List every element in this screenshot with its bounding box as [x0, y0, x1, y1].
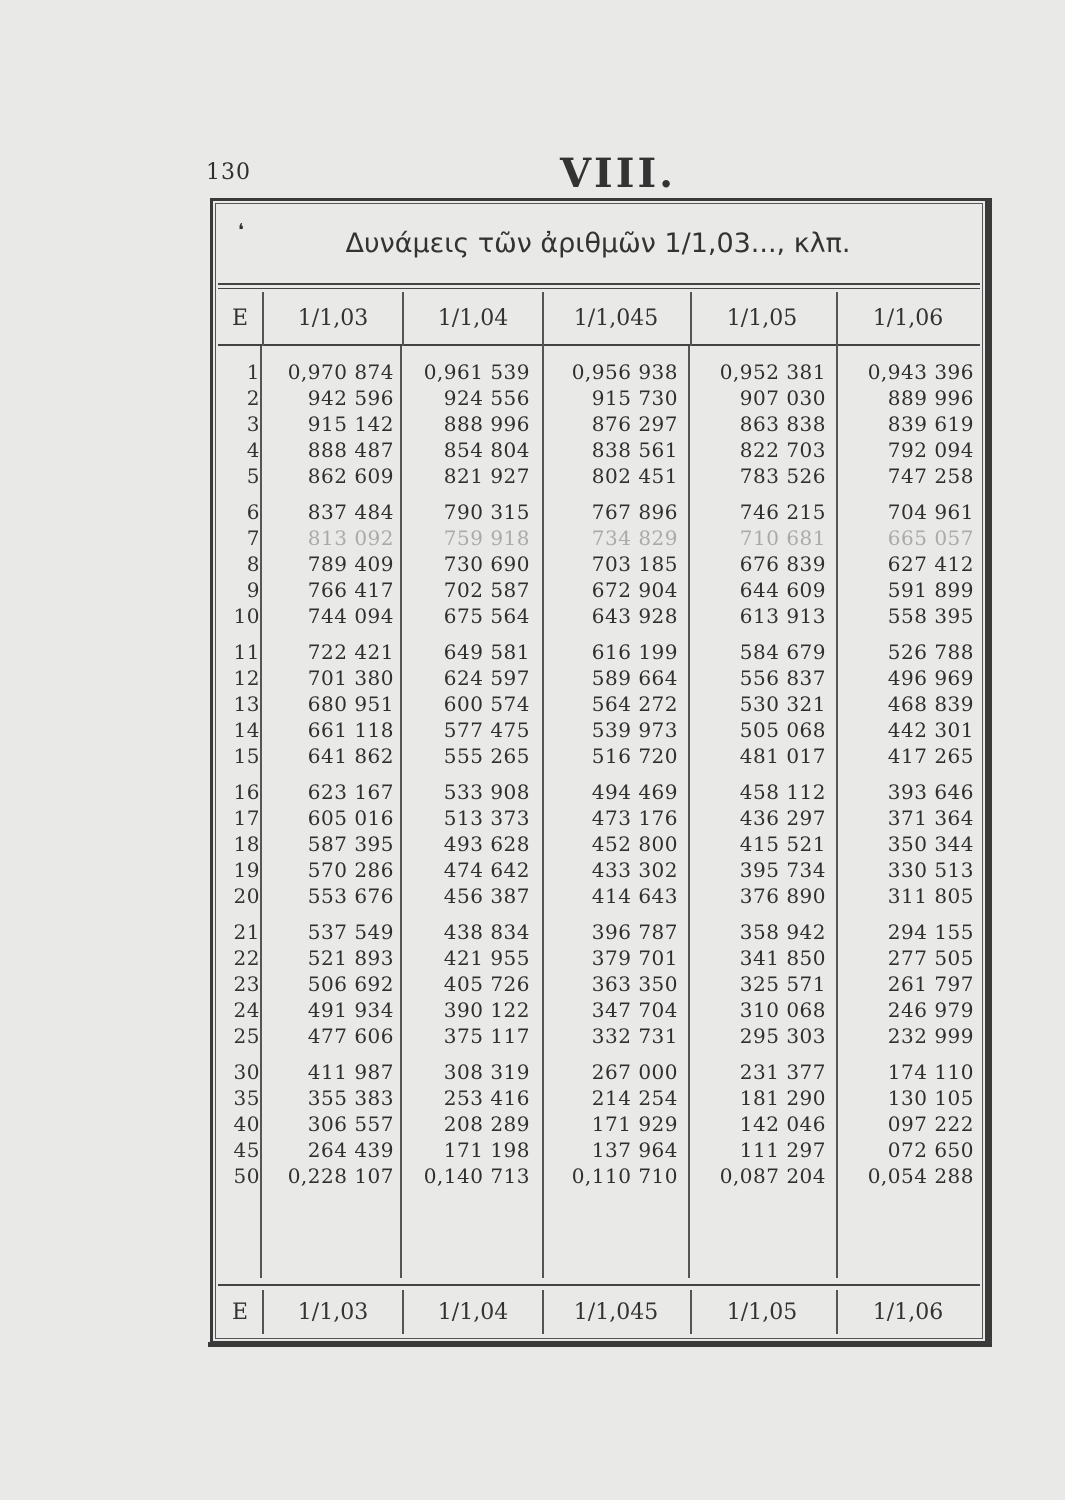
table-cell: 553 676: [307, 884, 394, 908]
row-exponent: 20: [233, 884, 260, 908]
table-cell: 277 505: [887, 946, 974, 970]
table-cell: 137 964: [591, 1138, 678, 1162]
table-cell: 332 731: [591, 1024, 678, 1048]
row-exponent: 11: [233, 640, 260, 664]
row-exponent: 4: [246, 438, 260, 462]
row-exponent: 35: [233, 1086, 260, 1110]
table-cell: 876 297: [591, 412, 678, 436]
title-rule: [218, 283, 980, 285]
table-cell: 600 574: [443, 692, 530, 716]
table-cell: 641 862: [307, 744, 394, 768]
table-cell: 564 272: [591, 692, 678, 716]
table-cell: 722 421: [307, 640, 394, 664]
table-cell: 675 564: [443, 604, 530, 628]
table-cell: 649 581: [443, 640, 530, 664]
table-cell: 395 734: [739, 858, 826, 882]
title-box: [218, 206, 978, 278]
table-cell: 363 350: [591, 972, 678, 996]
table-cell: 521 893: [307, 946, 394, 970]
table-cell: 0,943 396: [867, 360, 974, 384]
row-exponent: 19: [233, 858, 260, 882]
table-cell: 643 928: [591, 604, 678, 628]
footer-divider-1: [262, 1290, 264, 1334]
table-cell: 171 929: [591, 1112, 678, 1136]
table-row: [218, 500, 980, 526]
table-cell: 375 117: [443, 1024, 530, 1048]
table-cell: 530 321: [739, 692, 826, 716]
table-cell: 759 918: [443, 526, 530, 550]
row-exponent: 5: [246, 464, 260, 488]
row-exponent: 2: [246, 386, 260, 410]
row-exponent: 6: [246, 500, 260, 524]
table-cell: 442 301: [887, 718, 974, 742]
table-row: [218, 1138, 980, 1164]
footer-col-2: 1/1,04: [437, 1300, 509, 1325]
table-cell: 350 344: [887, 832, 974, 856]
table-header: [218, 296, 980, 342]
table-cell: 0,952 381: [719, 360, 826, 384]
table-row: [218, 946, 980, 972]
table-cell: 506 692: [307, 972, 394, 996]
table-cell: 414 643: [591, 884, 678, 908]
row-exponent: 25: [233, 1024, 260, 1048]
table-row: [218, 692, 980, 718]
table-cell: 264 439: [307, 1138, 394, 1162]
row-exponent: 9: [246, 578, 260, 602]
row-exponent: 21: [233, 920, 260, 944]
table-cell: 452 800: [591, 832, 678, 856]
table-row: [218, 666, 980, 692]
table-cell: 231 377: [739, 1060, 826, 1084]
table-row: [218, 1024, 980, 1050]
table-cell: 665 057: [887, 526, 974, 550]
table-cell: 493 628: [443, 832, 530, 856]
table-row: [218, 464, 980, 490]
table-cell: 433 302: [591, 858, 678, 882]
table-cell: 623 167: [307, 780, 394, 804]
table-cell: 253 416: [443, 1086, 530, 1110]
table-cell: 863 838: [739, 412, 826, 436]
table-row: [218, 578, 980, 604]
table-title: Δυνάμεις τῶν ἀριθμῶν 1/1,03..., κλπ.: [345, 228, 851, 259]
table-cell: 513 373: [443, 806, 530, 830]
table-cell: 821 927: [443, 464, 530, 488]
table-row: [218, 884, 980, 910]
table-cell: 822 703: [739, 438, 826, 462]
table-cell: 311 805: [887, 884, 974, 908]
page-number: 130: [206, 160, 251, 185]
table-row: [218, 438, 980, 464]
table-cell: 680 951: [307, 692, 394, 716]
table-cell: 456 387: [443, 884, 530, 908]
table-row: [218, 1112, 980, 1138]
row-exponent: 18: [233, 832, 260, 856]
table-cell: 766 417: [307, 578, 394, 602]
table-cell: 421 955: [443, 946, 530, 970]
table-cell: 839 619: [887, 412, 974, 436]
table-cell: 174 110: [887, 1060, 974, 1084]
table-cell: 577 475: [443, 718, 530, 742]
row-exponent: 15: [233, 744, 260, 768]
row-exponent: 13: [233, 692, 260, 716]
table-cell: 854 804: [443, 438, 530, 462]
table-cell: 838 561: [591, 438, 678, 462]
table-cell: 181 290: [739, 1086, 826, 1110]
table-cell: 072 650: [887, 1138, 974, 1162]
row-exponent: 1: [246, 360, 260, 384]
table-cell: 591 899: [887, 578, 974, 602]
table-cell: 710 681: [739, 526, 826, 550]
table-cell: 790 315: [443, 500, 530, 524]
table-cell: 802 451: [591, 464, 678, 488]
header-divider-4: [690, 292, 692, 346]
table-cell: 730 690: [443, 552, 530, 576]
footer-col-5: 1/1,06: [872, 1300, 944, 1325]
table-cell: 496 969: [887, 666, 974, 690]
table-cell: 417 265: [887, 744, 974, 768]
table-cell: 097 222: [887, 1112, 974, 1136]
header-col-5: 1/1,06: [872, 306, 944, 331]
table-cell: 494 469: [591, 780, 678, 804]
row-exponent: 10: [233, 604, 260, 628]
table-cell: 644 609: [739, 578, 826, 602]
footer-divider-3: [542, 1290, 544, 1334]
table-cell: 468 839: [887, 692, 974, 716]
table-cell: 915 730: [591, 386, 678, 410]
table-cell: 555 265: [443, 744, 530, 768]
table-cell: 767 896: [591, 500, 678, 524]
table-cell: 214 254: [591, 1086, 678, 1110]
table-row: [218, 552, 980, 578]
table-cell: 789 409: [307, 552, 394, 576]
table-cell: 783 526: [739, 464, 826, 488]
table-cell: 624 597: [443, 666, 530, 690]
row-exponent: 24: [233, 998, 260, 1022]
table-cell: 907 030: [739, 386, 826, 410]
title-rule-thin: [218, 288, 980, 289]
header-col-3: 1/1,045: [573, 306, 659, 331]
table-cell: 605 016: [307, 806, 394, 830]
row-exponent: 17: [233, 806, 260, 830]
footer-col-3: 1/1,045: [573, 1300, 659, 1325]
table-cell: 491 934: [307, 998, 394, 1022]
row-exponent: 30: [233, 1060, 260, 1084]
footer-divider-5: [836, 1290, 838, 1334]
footer-divider-4: [690, 1290, 692, 1334]
table-cell: 889 996: [887, 386, 974, 410]
table-cell: 477 606: [307, 1024, 394, 1048]
table-cell: 267 000: [591, 1060, 678, 1084]
table-row: [218, 1060, 980, 1086]
table-cell: 676 839: [739, 552, 826, 576]
table-cell: 747 258: [887, 464, 974, 488]
table-cell: 0,961 539: [423, 360, 530, 384]
header-divider-5: [836, 292, 838, 346]
table-cell: 587 395: [307, 832, 394, 856]
table-cell: 341 850: [739, 946, 826, 970]
table-cell: 0,110 710: [571, 1164, 678, 1188]
table-cell: 505 068: [739, 718, 826, 742]
footer-e: E: [231, 1300, 249, 1325]
frame-bottom-edge: [208, 1342, 992, 1347]
header-col-2: 1/1,04: [437, 306, 509, 331]
table-cell: 436 297: [739, 806, 826, 830]
row-exponent: 14: [233, 718, 260, 742]
table-cell: 310 068: [739, 998, 826, 1022]
table-cell: 458 112: [739, 780, 826, 804]
table-cell: 616 199: [591, 640, 678, 664]
footer-divider-2: [402, 1290, 404, 1334]
table-cell: 539 973: [591, 718, 678, 742]
frame-right-edge: [986, 198, 992, 1344]
table-cell: 837 484: [307, 500, 394, 524]
table-cell: 371 364: [887, 806, 974, 830]
table-cell: 347 704: [591, 998, 678, 1022]
table-row: [218, 920, 980, 946]
table-cell: 661 118: [307, 718, 394, 742]
table-cell: 438 834: [443, 920, 530, 944]
table-cell: 888 487: [307, 438, 394, 462]
row-exponent: 50: [233, 1164, 260, 1188]
table-cell: 355 383: [307, 1086, 394, 1110]
table-cell: 0,956 938: [571, 360, 678, 384]
row-exponent: 12: [233, 666, 260, 690]
table-cell: 111 297: [739, 1138, 826, 1162]
table-cell: 481 017: [739, 744, 826, 768]
footer-col-4: 1/1,05: [726, 1300, 798, 1325]
row-exponent: 23: [233, 972, 260, 996]
table-cell: 526 788: [887, 640, 974, 664]
table-cell: 325 571: [739, 972, 826, 996]
header-e: E: [231, 306, 249, 331]
table-cell: 556 837: [739, 666, 826, 690]
table-cell: 474 642: [443, 858, 530, 882]
header-divider-3: [542, 292, 544, 346]
table-row: [218, 386, 980, 412]
table-cell: 396 787: [591, 920, 678, 944]
header-divider-2: [402, 292, 404, 346]
header-col-1: 1/1,03: [297, 306, 369, 331]
table-cell: 376 890: [739, 884, 826, 908]
header-divider-1: [262, 292, 264, 346]
table-footer: [218, 1290, 980, 1336]
footer-col-1: 1/1,03: [297, 1300, 369, 1325]
table-cell: 142 046: [739, 1112, 826, 1136]
table-cell: 358 942: [739, 920, 826, 944]
table-row: [218, 412, 980, 438]
table-cell: 308 319: [443, 1060, 530, 1084]
table-body: [218, 350, 980, 1280]
table-cell: 702 587: [443, 578, 530, 602]
table-row: [218, 718, 980, 744]
row-exponent: 7: [246, 526, 260, 550]
table-row: [218, 1164, 980, 1190]
table-cell: 558 395: [887, 604, 974, 628]
table-cell: 744 094: [307, 604, 394, 628]
table-cell: 942 596: [307, 386, 394, 410]
table-cell: 888 996: [443, 412, 530, 436]
table-row: [218, 744, 980, 770]
table-cell: 589 664: [591, 666, 678, 690]
table-cell: 570 286: [307, 858, 394, 882]
table-cell: 0,970 874: [287, 360, 394, 384]
table-cell: 0,087 204: [719, 1164, 826, 1188]
table-cell: 672 904: [591, 578, 678, 602]
table-cell: 862 609: [307, 464, 394, 488]
table-cell: 516 720: [591, 744, 678, 768]
table-cell: 390 122: [443, 998, 530, 1022]
table-cell: 295 303: [739, 1024, 826, 1048]
header-rule: [218, 344, 980, 346]
table-cell: 734 829: [591, 526, 678, 550]
table-row: [218, 832, 980, 858]
ornament-icon: ❛: [238, 220, 244, 241]
table-row: [218, 806, 980, 832]
row-exponent: 16: [233, 780, 260, 804]
table-cell: 130 105: [887, 1086, 974, 1110]
table-cell: 405 726: [443, 972, 530, 996]
table-cell: 915 142: [307, 412, 394, 436]
table-cell: 393 646: [887, 780, 974, 804]
table-cell: 746 215: [739, 500, 826, 524]
table-row: [218, 998, 980, 1024]
table-cell: 0,054 288: [867, 1164, 974, 1188]
table-cell: 261 797: [887, 972, 974, 996]
table-cell: 246 979: [887, 998, 974, 1022]
header-col-4: 1/1,05: [726, 306, 798, 331]
row-exponent: 8: [246, 552, 260, 576]
table-cell: 330 513: [887, 858, 974, 882]
table-cell: 0,140 713: [423, 1164, 530, 1188]
table-cell: 171 198: [443, 1138, 530, 1162]
table-cell: 473 176: [591, 806, 678, 830]
table-cell: 294 155: [887, 920, 974, 944]
table-cell: 208 289: [443, 1112, 530, 1136]
table-cell: 613 913: [739, 604, 826, 628]
table-cell: 792 094: [887, 438, 974, 462]
table-cell: 924 556: [443, 386, 530, 410]
table-cell: 415 521: [739, 832, 826, 856]
table-cell: 703 185: [591, 552, 678, 576]
table-cell: 813 092: [307, 526, 394, 550]
table-row: [218, 858, 980, 884]
chapter-heading: VIII.: [560, 150, 677, 197]
table-cell: 701 380: [307, 666, 394, 690]
table-row: [218, 1086, 980, 1112]
table-row: [218, 604, 980, 630]
table-row: [218, 360, 980, 386]
row-exponent: 22: [233, 946, 260, 970]
table-cell: 232 999: [887, 1024, 974, 1048]
table-cell: 627 412: [887, 552, 974, 576]
table-cell: 533 908: [443, 780, 530, 804]
table-cell: 411 987: [307, 1060, 394, 1084]
row-exponent: 45: [233, 1138, 260, 1162]
table-cell: 306 557: [307, 1112, 394, 1136]
table-row: [218, 780, 980, 806]
table-cell: 584 679: [739, 640, 826, 664]
table-cell: 0,228 107: [287, 1164, 394, 1188]
table-row: [218, 972, 980, 998]
footer-rule: [218, 1284, 980, 1286]
table-cell: 704 961: [887, 500, 974, 524]
table-cell: 379 701: [591, 946, 678, 970]
table-row: [218, 526, 980, 552]
table-cell: 537 549: [307, 920, 394, 944]
row-exponent: 3: [246, 412, 260, 436]
table-row: [218, 640, 980, 666]
row-exponent: 40: [233, 1112, 260, 1136]
